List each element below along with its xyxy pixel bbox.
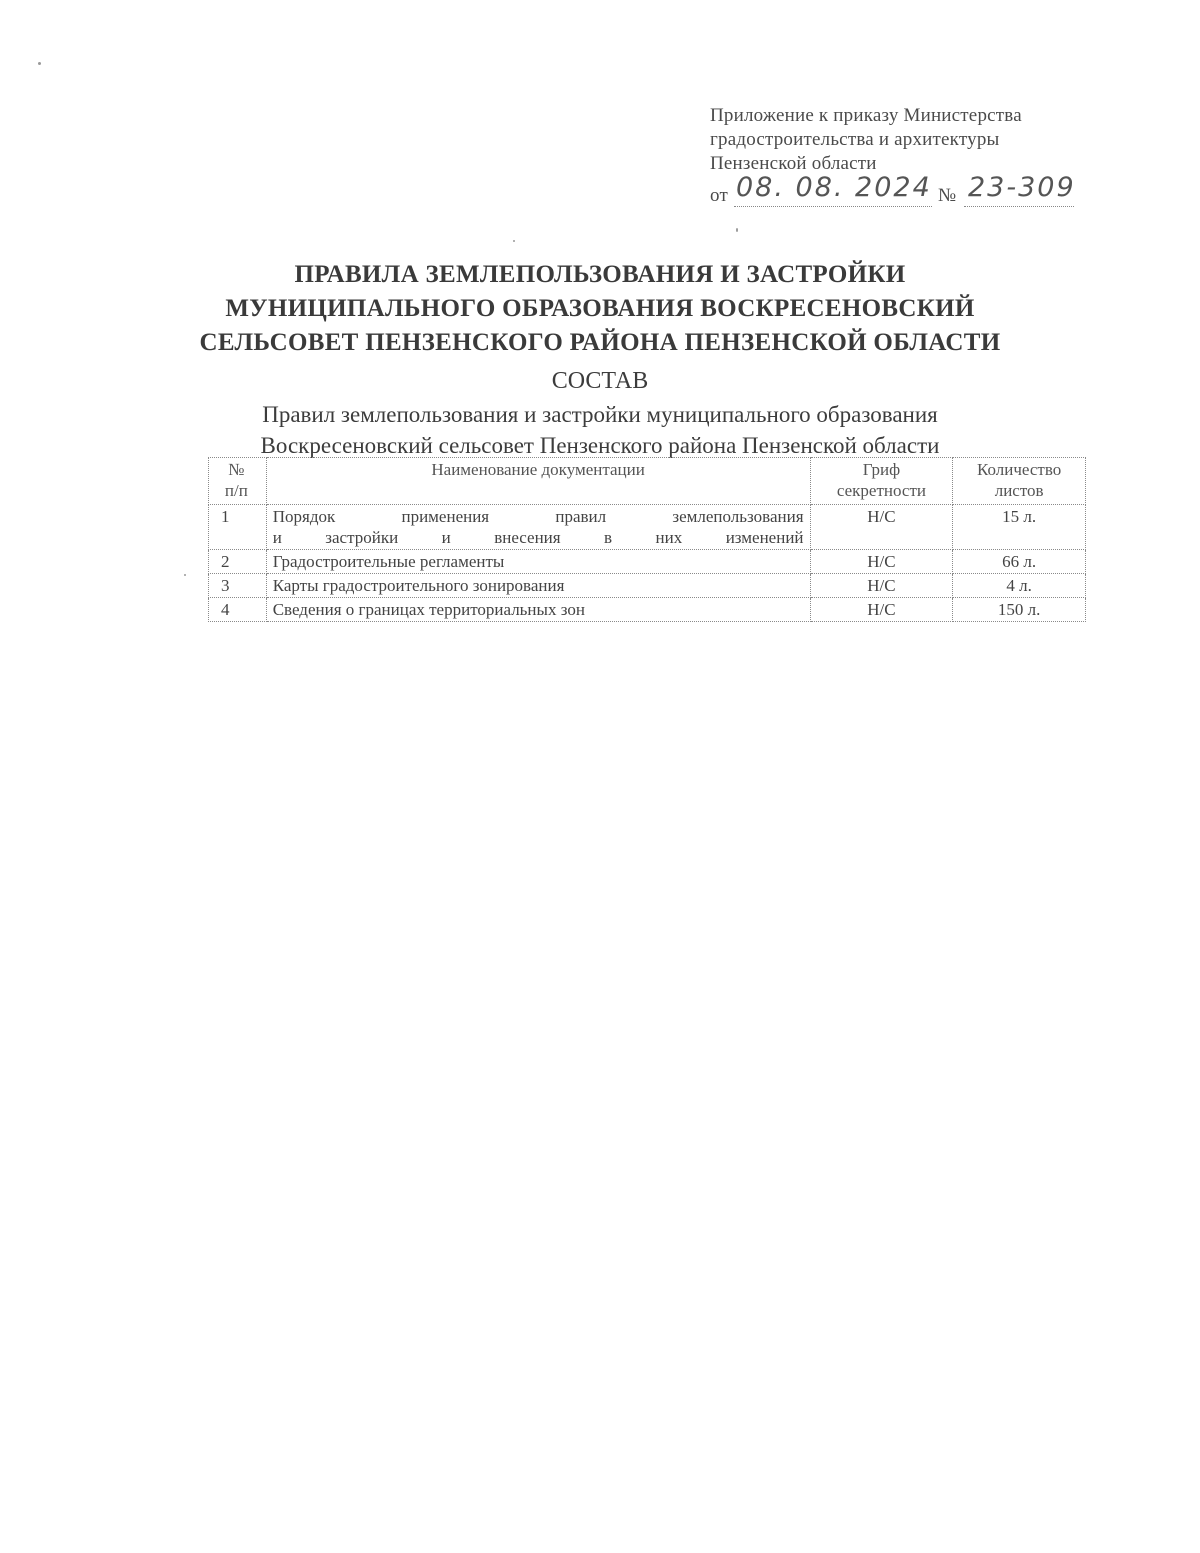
title-line-2: МУНИЦИПАЛЬНОГО ОБРАЗОВАНИЯ ВОСКРЕСЕНОВСКИЙ	[225, 295, 975, 322]
title-line-1: ПРАВИЛА ЗЕМЛЕПОЛЬЗОВАНИЯ И ЗАСТРОЙКИ	[294, 261, 906, 288]
order-date-line	[710, 172, 1130, 212]
table-row	[209, 550, 1086, 574]
row-qty: 15 л.	[953, 505, 1086, 550]
composition-line-2: Воскресеновский сельсовет Пензенского района Пензенской области	[260, 433, 940, 458]
row-qty: 66 л.	[953, 550, 1086, 574]
number-underline	[964, 206, 1074, 207]
row-num: 2	[209, 550, 267, 574]
composition-title: СОСТАВ	[551, 368, 649, 394]
row-name: Градостроительные регламенты	[266, 550, 810, 574]
appendix-line-1: Приложение к приказу Министерства	[710, 105, 1022, 126]
title-line-3: СЕЛЬСОВЕТ ПЕНЗЕНСКОГО РАЙОНА ПЕНЗЕНСКОЙ ОБЛАСТИ	[199, 329, 1001, 356]
row-grif: Н/С	[810, 574, 953, 598]
row-name: Сведения о границах территориальных зон	[266, 598, 810, 622]
composition-line-1: Правил землепользования и застройки муниципального образования	[262, 402, 938, 427]
appendix-line-3: Пензенской области	[710, 153, 877, 174]
scan-speck	[736, 228, 738, 232]
composition-heading	[150, 366, 1050, 461]
row-grif: Н/С	[810, 550, 953, 574]
row-num: 1	[209, 505, 267, 550]
appendix-line-2: градостроительства и архитектуры	[710, 129, 1000, 150]
appendix-block	[710, 104, 1130, 212]
row-qty: 4 л.	[953, 574, 1086, 598]
documents-table	[208, 457, 1086, 622]
handwritten-order-number: 23-309	[968, 172, 1076, 203]
document-title	[150, 258, 1050, 360]
number-sign: №	[938, 185, 957, 206]
header-grif: Гриф секретности	[810, 458, 953, 505]
row-num: 3	[209, 574, 267, 598]
row-name: Порядок применения правил землепользования и застройки и внесения в них изменений	[266, 505, 810, 550]
table-row	[209, 505, 1086, 550]
row-grif: Н/С	[810, 505, 953, 550]
table-row	[209, 598, 1086, 622]
header-num: № п/п	[209, 458, 267, 505]
scan-speck	[513, 240, 515, 242]
date-underline	[734, 206, 932, 207]
header-name: Наименование документации	[266, 458, 810, 505]
row-num: 4	[209, 598, 267, 622]
handwritten-date: 08. 08. 2024	[736, 172, 932, 203]
scan-speck	[38, 62, 41, 65]
table-row	[209, 574, 1086, 598]
date-prefix: от	[710, 185, 728, 206]
scan-speck	[184, 574, 186, 576]
row-grif: Н/С	[810, 598, 953, 622]
row-name: Карты градостроительного зонирования	[266, 574, 810, 598]
header-qty: Количество листов	[953, 458, 1086, 505]
row-qty: 150 л.	[953, 598, 1086, 622]
table-header-row	[209, 458, 1086, 505]
